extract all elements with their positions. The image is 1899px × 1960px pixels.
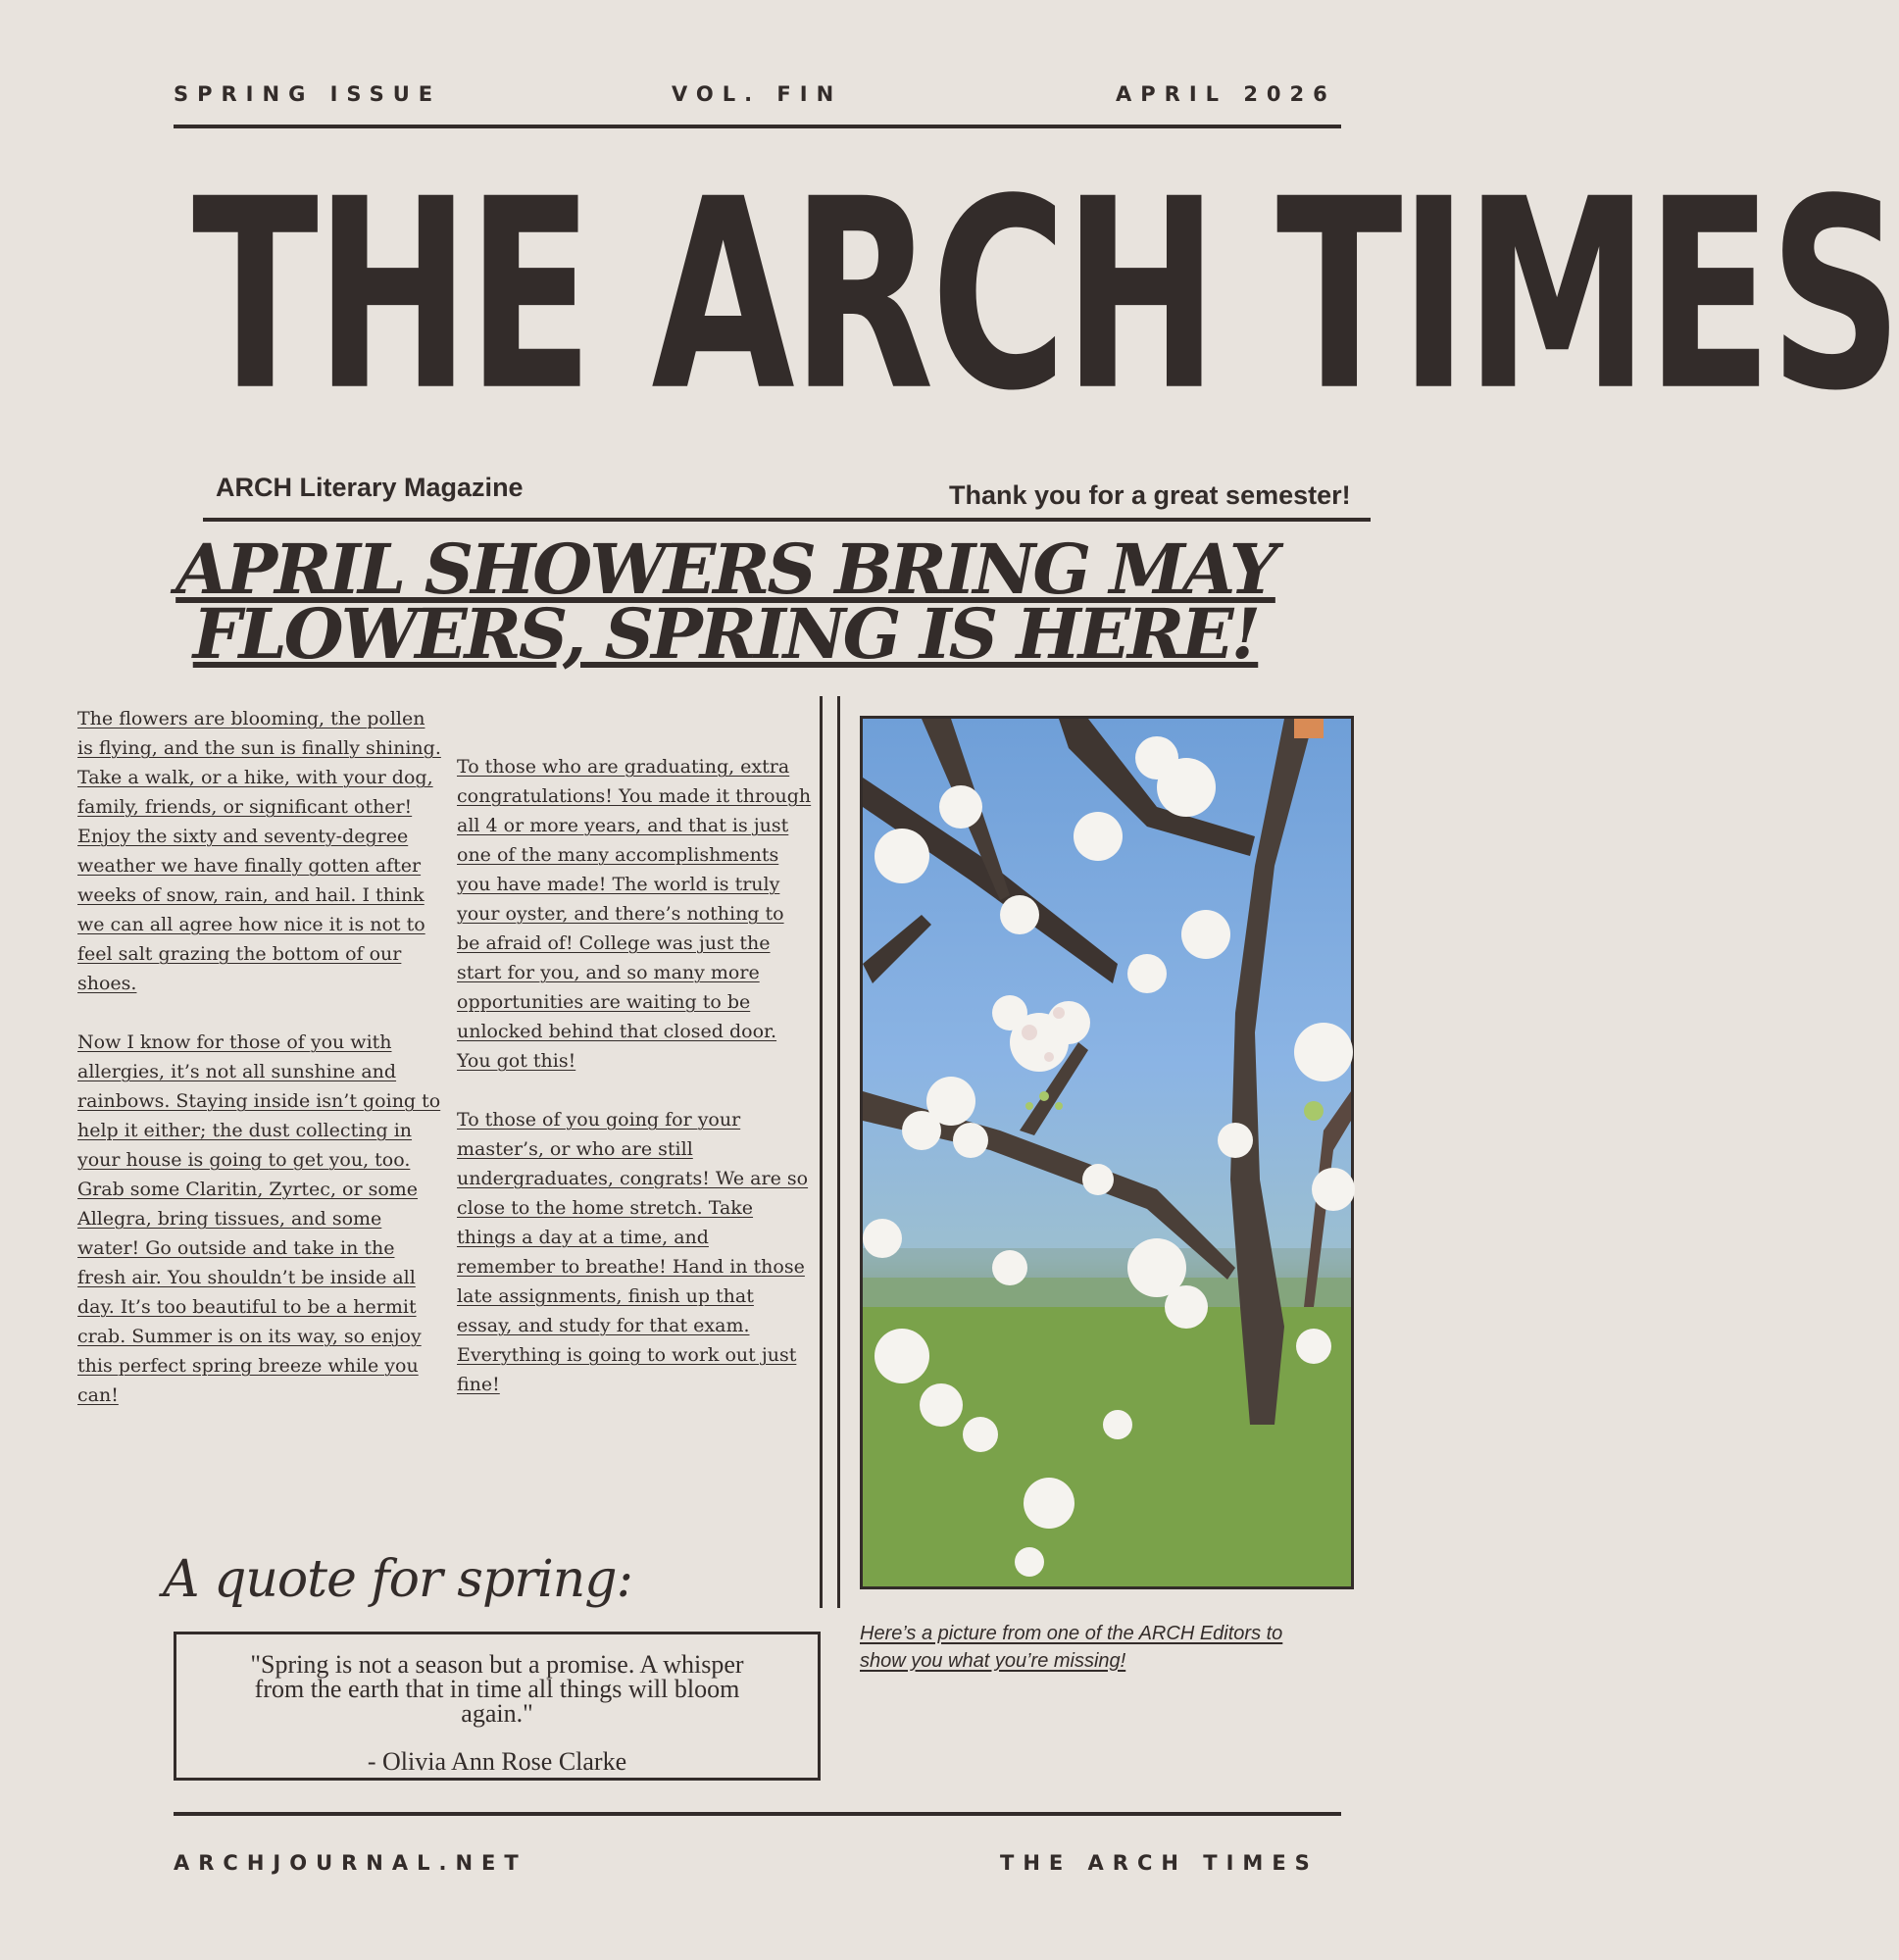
- article-column-2: [457, 752, 812, 1429]
- article-paragraph: Now I know for those of you with allergies, it’s not all sunshine and rainbows. Staying inside isn’t going to help it either; the dust collecting in your house is going to get you, too. Grab some Claritin, Zyrtec, or some Allegra, bring tissues, and some water! Go outside and take in the fresh air. You shouldn’t be inside all day. It’s too beautiful to be a hermit crab. Summer is on its way, so enjoy this perfect spring breeze while you can!: [77, 1031, 441, 1406]
- quote-title: A quote for spring:: [163, 1550, 633, 1609]
- issue-label: SPRING ISSUE: [174, 82, 442, 106]
- bottom-rule: [174, 1812, 1341, 1816]
- quote-text: "Spring is not a season but a promise. A whisper from the earth that in time all things will bloom again.": [250, 1650, 744, 1728]
- masthead-title: THE ARCH TIMES: [192, 142, 1899, 448]
- article-paragraph: To those who are graduating, extra congratulations! You made it through all 4 or more years, and that is just one of the many accomplishments you have made! The world is truly your oyster, and there’s nothing to be afraid of! College was just the start for you, and so many more opportunities are waiting to be unlocked behind that closed door. You got this!: [457, 756, 812, 1072]
- volume-label: VOL. FIN: [672, 82, 843, 106]
- photo-caption: Here’s a picture from one of the ARCH Editors to show you what you’re missing!: [860, 1623, 1283, 1672]
- magazine-name: ARCH Literary Magazine: [216, 473, 524, 502]
- quote-box: [174, 1632, 821, 1781]
- article-column-1: [77, 704, 446, 1439]
- website-link[interactable]: ARCHJOURNAL.NET: [174, 1851, 527, 1875]
- quote-author: - Olivia Ann Rose Clarke: [367, 1747, 627, 1776]
- thank-you-note: Thank you for a great semester!: [949, 480, 1351, 510]
- article-paragraph: To those of you going for your master’s, or who are still undergraduates, congrats! We are so close to the home stretch. Take things a day at a time, and remember to breathe! Hand in those late assignments, finish up that essay, and study for that exam. Everything is going to work out just fine!: [457, 1109, 809, 1395]
- top-rule: [174, 125, 1341, 128]
- subheader-rule: [203, 518, 1371, 522]
- date-label: APRIL 2026: [1116, 82, 1336, 106]
- column-divider: [820, 696, 823, 1608]
- footer-publication-name: THE ARCH TIMES: [1000, 1851, 1319, 1875]
- column-divider: [837, 696, 840, 1608]
- headline-line-1: APRIL SHOWERS BRING MAY: [175, 528, 1275, 610]
- headline: [147, 528, 1304, 675]
- article-paragraph: The flowers are blooming, the pollen is flying, and the sun is finally shining. Take a walk, or a hike, with your dog, family, friends, or significant other! Enjoy the sixty and seventy-degree weather we have finally gotten after weeks of snow, rain, and hail. I think we can all agree how nice it is not to feel salt grazing the bottom of our shoes.: [77, 708, 441, 994]
- spring-blossom-photo: [860, 716, 1354, 1589]
- headline-line-2: FLOWERS, SPRING IS HERE!: [192, 593, 1259, 675]
